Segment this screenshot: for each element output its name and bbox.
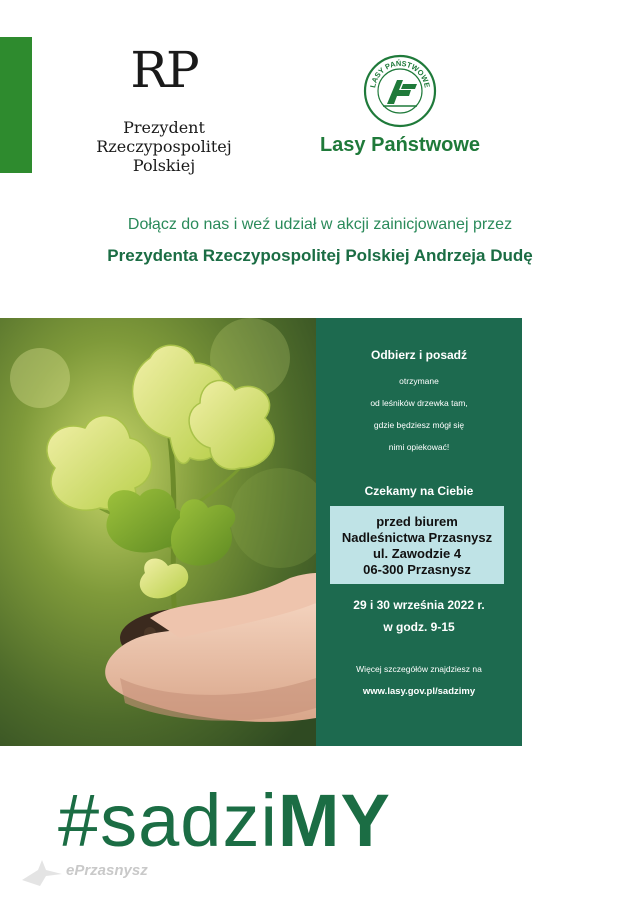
description-line: otrzymane [399, 376, 439, 386]
event-hours: w godz. 9-15 [383, 620, 455, 634]
panel-heading: Odbierz i posadź [370, 348, 467, 362]
description-line: od leśników drzewka tam, [370, 398, 468, 408]
address-line: ul. Zawodzie 4 [372, 546, 462, 561]
lasy-panstwowe-seal-icon [363, 54, 437, 128]
green-accent-bar [0, 37, 32, 173]
seedling-photo [0, 318, 316, 746]
info-panel [316, 318, 522, 746]
rp-logo-mark: RP [130, 41, 198, 99]
address-line: przed biurem [376, 514, 458, 529]
description-line: gdzie będziesz mógł się [373, 420, 465, 430]
rp-logo-text [70, 118, 258, 175]
description-line: nimi opiekować! [388, 442, 450, 452]
rp-logo-line: Rzeczypospolitej [96, 137, 232, 156]
lasy-panstwowe-name: Lasy Państwowe [319, 134, 481, 156]
event-date: 29 i 30 września 2022 r. [353, 598, 485, 612]
watermark-text: ePrzasnysz [66, 862, 148, 879]
watermark-star-icon [20, 858, 64, 888]
more-info-text: Więcej szczegółów znajdziesz na [356, 664, 482, 674]
hashtag-prefix: #sadzi [58, 779, 278, 862]
intro-line-1: Dołącz do nas i weź udział w akcji zainicjowanej przez [127, 216, 513, 233]
rp-logo-line: Polskiej [132, 156, 196, 175]
hashtag-sadzimy [58, 776, 391, 866]
hashtag-suffix: MY [277, 779, 391, 862]
address-line: Nadleśnictwa Przasnysz [341, 530, 493, 545]
wait-heading: Czekamy na Ciebie [364, 484, 474, 498]
watermark [20, 858, 170, 888]
seal-text: LASY PAŃSTWOWE [368, 58, 432, 89]
address-box [330, 506, 504, 584]
rp-logo-line: Prezydent [123, 118, 205, 137]
intro-line-2: Prezydenta Rzeczypospolitej Polskiej Andrzeja Dudę [107, 246, 533, 265]
url-link[interactable]: www.lasy.gov.pl/sadzimy [362, 686, 476, 697]
panel-description [316, 370, 522, 458]
address-line: 06-300 Przasnysz [363, 562, 471, 577]
